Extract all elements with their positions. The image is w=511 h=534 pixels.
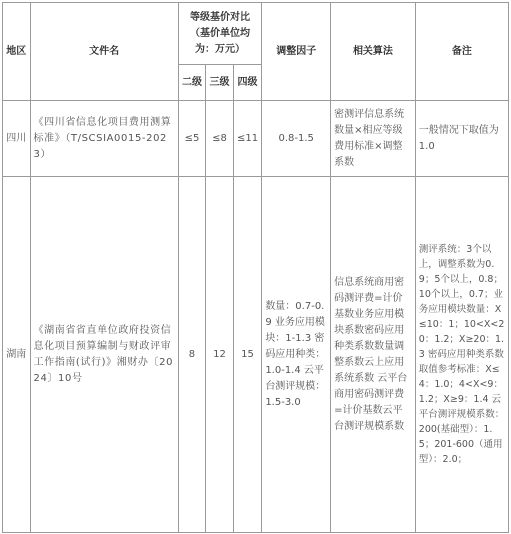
grade4-cell: 15 bbox=[233, 177, 262, 533]
cost-comparison-table bbox=[2, 2, 509, 533]
table-row-sichuan bbox=[3, 101, 509, 177]
table-row-hunan bbox=[3, 177, 509, 533]
grade2-cell: ≤5 bbox=[178, 101, 206, 177]
header-remark: 备注 bbox=[415, 3, 508, 101]
region-cell: 四川 bbox=[3, 101, 31, 177]
grade3-cell: 12 bbox=[206, 177, 234, 533]
grade4-cell: ≤11 bbox=[233, 101, 262, 177]
header-grade2: 二级 bbox=[178, 65, 206, 101]
header-region: 地区 bbox=[3, 3, 31, 101]
algorithm-cell: 信息系统商用密码测评费=计价基数业务应用模块系数密码应用种类系数数量调整系数云上应用系统系数 云平台商用密码测评费=计价基数云平台测评规模系数 bbox=[331, 177, 416, 533]
header-grade-compare: 等级基价对比（基价单位均为：万元） bbox=[178, 3, 262, 65]
header-grade4: 四级 bbox=[233, 65, 262, 101]
remark-cell: 测评系统：3个以上，调整系数为0.9；5个以上，0.8；10个以上，0.7；业务应用模块数量：X≤10：1；10<X<20：1.2；X≥20：1.3 密码应用种类系数取值参考标准：X≤4：1.0；4<X<9：1.2；X≥9：1.4 云平台测评规模系数：200(基础型）：1.5；201-600（通用型）：2.0； bbox=[415, 177, 508, 533]
algorithm-cell: 密测评信息系统数量×相应等级费用标准×调整系数 bbox=[331, 101, 416, 177]
header-factor: 调整因子 bbox=[262, 3, 331, 101]
region-cell: 湖南 bbox=[3, 177, 31, 533]
header-file-name: 文件名 bbox=[30, 3, 178, 101]
file-name-cell: 《四川省信息化项目费用测算标准》（T/SCSIA0015-2023） bbox=[30, 101, 178, 177]
file-name-cell: 《湖南省省直单位政府投资信息化项目预算编制与财政评审工作指南(试行)》湘财办〔2024〕10号 bbox=[30, 177, 178, 533]
header-row bbox=[3, 3, 509, 65]
remark-cell: 一般情况下取值为1.0 bbox=[415, 101, 508, 177]
header-algorithm: 相关算法 bbox=[331, 3, 416, 101]
grade3-cell: ≤8 bbox=[206, 101, 234, 177]
header-grade3: 三级 bbox=[206, 65, 234, 101]
factor-cell: 数量：0.7-0.9 业务应用模块：1-1.3 密码应用种类：1.0-1.4 云平台测评规模：1.5-3.0 bbox=[262, 177, 331, 533]
factor-cell: 0.8-1.5 bbox=[262, 101, 331, 177]
grade2-cell: 8 bbox=[178, 177, 206, 533]
